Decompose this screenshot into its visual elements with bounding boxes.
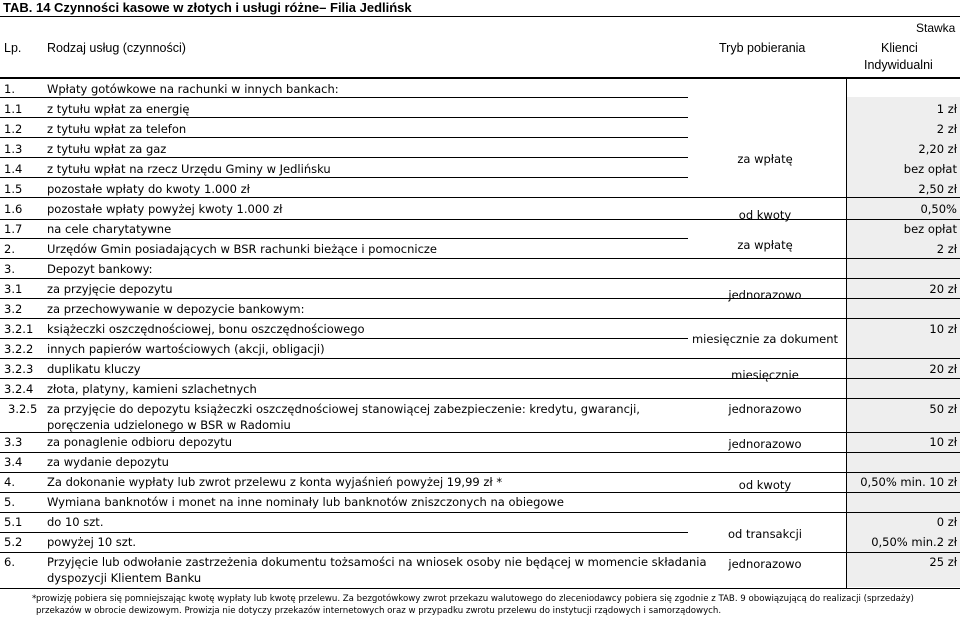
row-lp: 5.1 xyxy=(4,515,23,529)
row-description: Za dokonanie wypłaty lub zwrot przelewu z konta wyjaśnień powyżej 19,99 zł * xyxy=(47,475,503,489)
row-rate: 10 zł xyxy=(929,322,957,336)
row-rate: 50 zł xyxy=(929,402,957,416)
header-lp: Lp. xyxy=(4,41,22,55)
row-rate: 0 zł xyxy=(936,515,957,529)
row-description: Urzędów Gmin posiadających w BSR rachunki bieżące i pomocnicze xyxy=(47,242,438,256)
header-tryb: Tryb pobierania xyxy=(719,41,806,55)
row-lp: 3.3 xyxy=(4,435,23,449)
row-rule xyxy=(0,318,960,319)
row-lp: 5.2 xyxy=(4,535,23,549)
row-lp: 2. xyxy=(4,242,15,256)
row-rule xyxy=(0,432,960,433)
row-lp: 3.2.2 xyxy=(4,342,34,356)
row-tryb: od kwoty xyxy=(738,208,792,222)
header-stawka: Stawka xyxy=(916,21,956,35)
row-rule xyxy=(0,452,960,453)
row-rate: 2,50 zł xyxy=(918,182,957,196)
row-tryb: od kwoty xyxy=(738,478,792,492)
row-lp: 3.1 xyxy=(4,282,23,296)
row-description: Przyjęcie lub odwołanie zastrzeżenia dokumentu tożsamości na wniosek osoby nie będącej w momencie składania xyxy=(47,555,707,569)
row-rule xyxy=(0,512,960,513)
row-description: za przyjęcie do depozytu książeczki oszczędnościowej stanowiącej zabezpieczenie: kredytu, gwarancji, xyxy=(47,402,640,416)
row-lp: 1.4 xyxy=(4,162,23,176)
row-rule xyxy=(0,137,688,138)
footnote-text: prowizję pobiera się pomniejszając kwotę wypłaty lub kwotę przelewu. Za bezgotówkowy zwrot przekazu walutowego do zleceniodawcy pobiera się zgodnie z TAB. 9 obowiązującą do realizacji (sprzedaży) przekazów w obrocie dewizowym. Prowizja nie dotyczy przekazów internetowych oraz w przypadku zwrotu przelewu do instytucji rządowych i samorządowych. xyxy=(36,594,914,616)
row-tryb: jednorazowo xyxy=(728,288,802,302)
row-tryb: jednorazowo xyxy=(728,402,802,416)
top-rule xyxy=(0,16,960,17)
row-lp: 3.2.5 xyxy=(8,402,38,416)
row-description: złota, platyny, kamieni szlachetnych xyxy=(47,382,257,396)
footnote xyxy=(32,593,956,617)
header-klienci: Klienci xyxy=(881,41,918,55)
row-rate: 20 zł xyxy=(929,362,957,376)
table-title: TAB. 14 Czynności kasowe w złotych i usługi różne– Filia Jedlińsk xyxy=(3,0,412,15)
row-description: Wpłaty gotówkowe na rachunki w innych bankach: xyxy=(47,82,339,96)
row-rate: bez opłat xyxy=(903,222,957,236)
row-lp: 3.4 xyxy=(4,455,23,469)
row-tryb: za wpłatę xyxy=(737,238,793,252)
row-rule xyxy=(0,358,960,359)
row-lp: 3.2.3 xyxy=(4,362,34,376)
row-description: z tytułu wpłat za energię xyxy=(47,102,190,116)
row-rate: 25 zł xyxy=(929,555,957,569)
row-rule xyxy=(0,177,688,178)
row-lp: 1.7 xyxy=(4,222,23,236)
footnote-star: * xyxy=(32,594,37,604)
row-description: książeczki oszczędnościowej, bonu oszczędnościowego xyxy=(47,322,365,336)
row-description: pozostałe wpłaty powyżej kwoty 1.000 zł xyxy=(47,202,283,216)
row-lp: 1.6 xyxy=(4,202,23,216)
row-description: Wymiana banknotów i monet na inne nominały lub banknotów zniszczonych na obiegowe xyxy=(47,495,564,509)
row-description: Depozyt bankowy: xyxy=(47,262,153,276)
row-tryb: jednorazowo xyxy=(728,437,802,451)
row-description: pozostałe wpłaty do kwoty 1.000 zł xyxy=(47,182,250,196)
row-rate: 10 zł xyxy=(929,435,957,449)
row-lp: 1.1 xyxy=(4,102,23,116)
row-rate: 2,20 zł xyxy=(918,142,957,156)
row-lp: 1. xyxy=(4,82,15,96)
row-rule xyxy=(0,97,688,98)
row-rule xyxy=(0,258,960,259)
row-description: za ponaglenie odbioru depozytu xyxy=(47,435,233,449)
row-description-continued: dyspozycji Klientem Banku xyxy=(47,571,202,585)
row-lp: 5. xyxy=(4,495,15,509)
row-lp: 3.2.1 xyxy=(4,322,34,336)
row-description: do 10 szt. xyxy=(47,515,104,529)
row-rule xyxy=(0,532,688,533)
row-rule xyxy=(0,472,960,473)
row-lp: 3.2.4 xyxy=(4,382,34,396)
row-rule xyxy=(0,398,960,399)
row-description-continued: poręczenia udzielonego w BSR w Radomiu xyxy=(47,418,291,432)
row-rule xyxy=(0,238,688,239)
row-description: z tytułu wpłat na rzecz Urzędu Gminy w Jedlińsku xyxy=(47,162,331,176)
row-lp: 6. xyxy=(4,555,15,569)
header-indywidualni: Indywidualni xyxy=(864,58,933,72)
row-rule xyxy=(0,197,960,198)
row-rule xyxy=(0,338,688,339)
row-tryb: jednorazowo xyxy=(728,557,802,571)
row-description: za przyjęcie depozytu xyxy=(47,282,173,296)
row-tryb: od transakcji xyxy=(728,527,802,541)
row-lp: 1.5 xyxy=(4,182,23,196)
row-tryb: za wpłatę xyxy=(737,152,793,166)
bottom-rule xyxy=(0,588,960,589)
row-description: na cele charytatywne xyxy=(47,222,172,236)
row-rate: 0,50% xyxy=(920,202,957,216)
row-description: duplikatu kluczy xyxy=(47,362,141,376)
row-rate: 2 zł xyxy=(936,122,957,136)
row-lp: 1.2 xyxy=(4,122,23,136)
row-lp: 4. xyxy=(4,475,15,489)
row-rate: 20 zł xyxy=(929,282,957,296)
row-rate: bez opłat xyxy=(903,162,957,176)
row-description: innych papierów wartościowych (akcji, obligacji) xyxy=(47,342,325,356)
header-rule xyxy=(0,77,960,79)
row-tryb: miesięcznie za dokument xyxy=(691,332,839,346)
row-description: za przechowywanie w depozycie bankowym: xyxy=(47,302,305,316)
row-lp: 3. xyxy=(4,262,15,276)
header-rodzaj: Rodzaj usług (czynności) xyxy=(47,41,186,55)
row-rate: 2 zł xyxy=(936,242,957,256)
row-description: powyżej 10 szt. xyxy=(47,535,136,549)
row-rule xyxy=(0,157,688,158)
row-rule xyxy=(0,552,960,553)
row-lp: 3.2 xyxy=(4,302,23,316)
row-rate: 0,50% min.2 zł xyxy=(871,535,957,549)
row-rule xyxy=(0,492,960,493)
row-rule xyxy=(0,117,688,118)
row-description: z tytułu wpłat za gaz xyxy=(47,142,167,156)
row-description: z tytułu wpłat za telefon xyxy=(47,122,187,136)
row-rate: 1 zł xyxy=(936,102,957,116)
row-tryb: miesięcznie xyxy=(731,368,799,382)
row-rule xyxy=(0,278,960,279)
row-description: za wydanie depozytu xyxy=(47,455,169,469)
row-rate: 0,50% min. 10 zł xyxy=(860,475,957,489)
row-lp: 1.3 xyxy=(4,142,23,156)
